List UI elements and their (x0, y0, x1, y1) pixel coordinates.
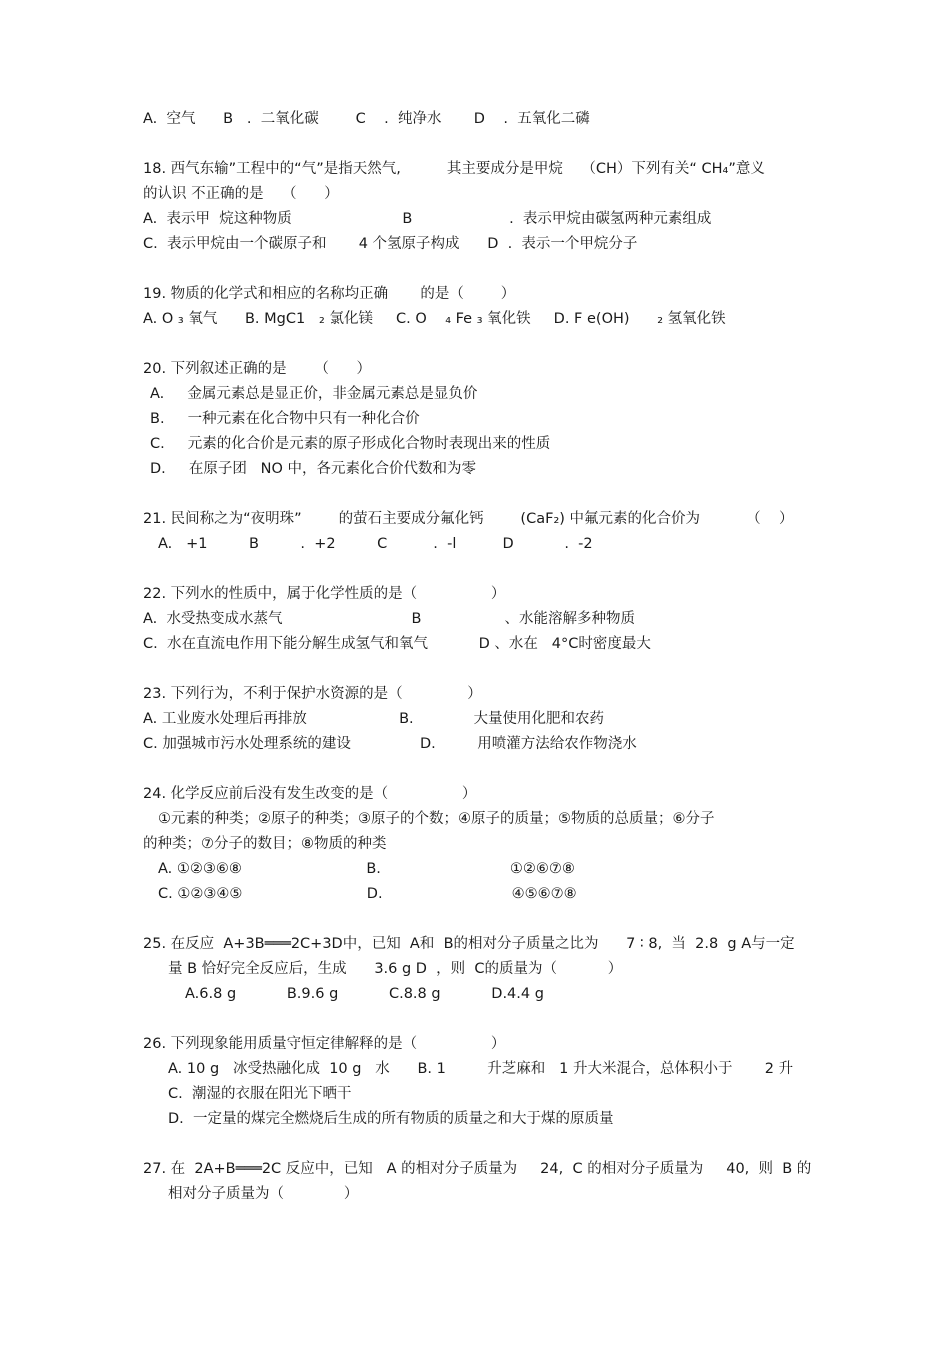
text-line: A. 空气 B . 二氧化碳 C . 纯净水 D . 五氧化二磷 (143, 111, 590, 127)
text-line: D. 在原子团 NO 中，各元素化合价代数和为零 (150, 461, 477, 477)
text-line: A. O ₃ 氧气 B. MgC1 ₂ 氯化镁 C. O ₄ Fe ₃ 氧化铁 D. F e(OH) ₂ 氢氧化铁 (143, 311, 726, 327)
text-line: 21. 民间称之为“夜明珠” 的萤石主要成分氟化钙 (CaF₂) 中氟元素的化合价为 （ ） (143, 511, 794, 527)
text-line: C. 加强城市污水处理系统的建设 D. 用喷灌方法给农作物浇水 (143, 736, 637, 752)
text-line: D. 一定量的煤完全燃烧后生成的所有物质的质量之和大于煤的原质量 (168, 1111, 614, 1127)
text-line: 23. 下列行为，不利于保护水资源的是（ ） (143, 686, 482, 702)
text-line: A. ①②③⑥⑧ B. ①②⑥⑦⑧ (158, 861, 575, 877)
text-line: 27. 在 2A+B═══2C 反应中，已知 A 的相对分子质量为 24, C 的相对分子质量为 40, 则 B 的 (143, 1161, 812, 1177)
text-line: 相对分子质量为（ ） (168, 1186, 359, 1202)
text-line: 22. 下列水的性质中，属于化学性质的是（ ） (143, 586, 506, 602)
text-line: 量 B 恰好完全反应后，生成 3.6 g D ，则 C的质量为（ ） (168, 961, 623, 977)
text-line: C. 潮湿的衣服在阳光下晒干 (168, 1086, 352, 1102)
text-line: 25. 在反应 A+3B═══2C+3D中，已知 A和 B的相对分子质量之比为 7 ∶ 8, 当 2.8 g A与一定 (143, 936, 795, 952)
text-line: C. 表示甲烷由一个碳原子和 4 个氢原子构成 D . 表示一个甲烷分子 (143, 236, 638, 252)
text-line: C. ①②③④⑤ D. ④⑤⑥⑦⑧ (158, 886, 577, 902)
text-line: C. 水在直流电作用下能分解生成氢气和氧气 D 、水在 4°C时密度最大 (143, 636, 651, 652)
text-line: 19. 物质的化学式和相应的名称均正确 的是（ ） (143, 286, 516, 302)
text-line: 18. 西气东输”工程中的“气”是指天然气, 其主要成分是甲烷 （CH）下列有关“ CH₄”意义 (143, 161, 765, 177)
text-line: 24. 化学反应前后没有发生改变的是（ ） (143, 786, 477, 802)
text-line: 26. 下列现象能用质量守恒定律解释的是（ ） (143, 1036, 506, 1052)
text-line: ①元素的种类；②原子的种类；③原子的个数；④原子的质量；⑤物质的总质量；⑥分子 (158, 811, 715, 827)
text-line: A. 工业废水处理后再排放 B. 大量使用化肥和农药 (143, 711, 605, 727)
text-line: 的种类；⑦分子的数目；⑧物质的种类 (143, 836, 387, 852)
text-line: A. 金属元素总是显正价，非金属元素总是显负价 (150, 386, 478, 402)
text-line: 的认识 不正确的是 （ ） (143, 186, 339, 202)
text-line: A. 10 g 冰受热融化成 10 g 水 B. 1 升芝麻和 1 升大米混合，总体积小于 2 升 (168, 1061, 794, 1077)
text-line: C. 元素的化合价是元素的原子形成化合物时表现出来的性质 (150, 436, 551, 452)
text-line: A. +1 B . +2 C . -l D . -2 (158, 536, 593, 552)
text-line: A. 表示甲 烷这种物质 B . 表示甲烷由碳氢两种元素组成 (143, 211, 712, 227)
text-line: A. 水受热变成水蒸气 B 、水能溶解多种物质 (143, 611, 635, 627)
text-line: 20. 下列叙述正确的是 （ ） (143, 361, 371, 377)
text-line: B. 一种元素在化合物中只有一种化合价 (150, 411, 420, 427)
text-line: A.6.8 g B.9.6 g C.8.8 g D.4.4 g (185, 986, 544, 1002)
